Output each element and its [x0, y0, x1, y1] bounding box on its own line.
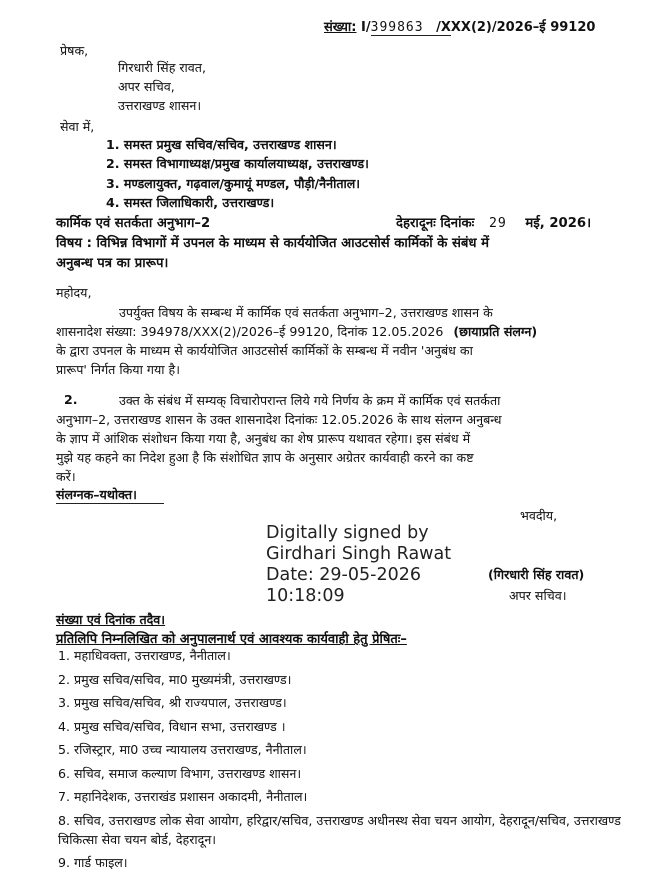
para2-line-3: के ज्ञाप में आंशिक संशोधन किया गया है, अनुबंध का शेष प्रारूप यथावत रहेगा। इस संबंध में: [56, 431, 471, 446]
date-rest: मई, 2026।: [525, 216, 592, 231]
reference-underline: [371, 35, 451, 36]
reference-handwritten-number: 399863: [370, 20, 424, 35]
subject-line-2: अनुबन्ध पत्र का प्रारूप।: [56, 256, 169, 271]
section-name: कार्मिक एवं सतर्कता अनुभाग–2: [56, 216, 211, 231]
copy-reference: संख्या एवं दिनांक तदैव।: [56, 612, 166, 627]
recipient-item: 4. समस्त जिलाधिकारी, उत्तराखण्ड।: [106, 195, 275, 210]
list-item: 9. गार्ड फाइल।: [58, 854, 128, 870]
date-label: देहरादूनः दिनांकः: [396, 216, 475, 231]
para1-line-2: [56, 323, 537, 340]
para2-number: 2.: [64, 392, 78, 407]
digital-signature-line-2: Girdhari Singh Rawat: [266, 544, 452, 564]
recipient-item: 1. समस्त प्रमुख सचिव/सचिव, उत्तराखण्ड शासन।: [106, 137, 337, 152]
para1-line-3: के द्वारा उपनल के माध्यम से कार्ययोजित आउटसोर्स कार्मिकों के सम्बन्ध में नवीन 'अनुबंध का: [56, 343, 473, 358]
list-item: 5. रजिस्ट्रार, मा0 उच्च न्यायालय उत्तराखण्ड, नैनीताल।: [58, 742, 307, 757]
list-item: 2. प्रमुख सचिव/सचिव, मा0 मुख्यमंत्री, उत्तराखण्ड।: [58, 671, 292, 687]
recipient-item: 3. मण्डलायुक्त, गढ़वाल/कुमायूं मण्डल, पौड़ी/नैनीताल।: [106, 176, 361, 191]
reference-label: संख्या:: [324, 20, 357, 35]
reference-suffix: /XXX(2)/2026–ई 99120: [436, 20, 596, 35]
recipient-item: 2. समस्त विभागाध्यक्ष/प्रमुख कार्यालयाध्यक्ष, उत्तराखण्ड।: [106, 156, 369, 171]
digital-signature-line-1: Digitally signed by: [266, 523, 429, 543]
para1-order-ref: शासनादेश संख्या: 394978/XXX(2)/2026–ई 99120, दिनांक 12.05.2026: [56, 324, 444, 339]
reference-number: संख्या: I/399863 /XXX(2)/2026–ई 99120: [324, 20, 596, 35]
para2-line-1: उक्त के संबंध में सम्यक् विचारोपरान्त लिये गये निर्णय के क्रम में कार्मिक एवं सतर्कता: [119, 393, 501, 408]
closing: भवदीय,: [520, 508, 558, 523]
signatory-name: (गिरधारी सिंह रावत): [488, 567, 585, 582]
sender-org: उत्तराखण्ड शासन।: [118, 98, 202, 113]
subject-line-1: विषय : विभिन्न विभागों में उपनल के माध्यम से कार्ययोजित आउटसोर्स कार्मिकों के संबंध में: [56, 236, 490, 251]
letter-date: [396, 213, 591, 231]
copy-list: [58, 644, 633, 874]
para1-enclosure-note: (छायाप्रति संलग्न): [453, 324, 538, 339]
sender-designation: अपर सचिव,: [118, 79, 175, 94]
reference-prefix: I: [361, 20, 366, 35]
digital-signature-line-4: 10:18:09: [266, 586, 345, 606]
sender-label: प्रेषक,: [60, 43, 89, 58]
copy-heading: प्रतिलिपि निम्नलिखित को अनुपालनार्थ एवं आवश्यक कार्यवाही हेतु प्रेषितः–: [56, 632, 407, 647]
para1-line-1: उपर्युक्त विषय के सम्बन्ध में कार्मिक एवं सतर्कता अनुभाग–2, उत्तराखण्ड शासन के: [119, 305, 493, 320]
enclosure-underline: [56, 503, 164, 504]
digital-signature: [266, 523, 451, 607]
list-item: 3. प्रमुख सचिव/सचिव, श्री राज्यपाल, उत्तराखण्ड।: [58, 695, 287, 710]
para1-line-4: प्रारूप' निर्गत किया गया है।: [56, 362, 180, 377]
sender-name: गिरधारी सिंह रावत,: [118, 60, 206, 75]
list-item: 1. महाधिवक्ता, उत्तराखण्ड, नैनीताल।: [58, 648, 231, 663]
list-item: 4. प्रमुख सचिव/सचिव, विधान सभा, उत्तराखण्ड ।: [58, 718, 286, 734]
para2-line-2: अनुभाग–2, उत्तराखण्ड शासन के उक्त शासनादेश दिनांकः 12.05.2026 के साथ संलग्न अनुबन्ध: [56, 412, 502, 427]
para2-line-5: करें।: [56, 469, 76, 484]
signatory-designation: अपर सचिव।: [509, 588, 567, 603]
para2-line-4: मुझे यह कहने का निदेश हुआ है कि संशोधित ज्ञाप के अनुसार अग्रेतर कार्यवाही करने का कष्ट: [56, 450, 474, 465]
list-item: 6. सचिव, समाज कल्याण विभाग, उत्तराखण्ड शासन।: [58, 765, 302, 781]
salutation: महोदय,: [56, 285, 92, 300]
enclosure-note: संलग्नक–यथोक्त।: [56, 487, 137, 502]
recipients-label: सेवा में,: [60, 119, 95, 134]
list-item: 8. सचिव, उत्तराखण्ड लोक सेवा आयोग, हरिद्वार/सचिव, उत्तराखण्ड अधीनस्थ सेवा चयन आयोग, देहरादून/सचिव, उत्तराखण्ड चिकित्सा सेवा चयन बोर्ड, देहरादून।: [58, 812, 621, 847]
digital-signature-line-3: Date: 29-05-2026: [266, 565, 421, 585]
date-handwritten-day: 29: [488, 216, 507, 231]
list-item: 7. महानिदेशक, उत्तराखंड प्रशासन अकादमी, नैनीताल।: [58, 789, 308, 804]
